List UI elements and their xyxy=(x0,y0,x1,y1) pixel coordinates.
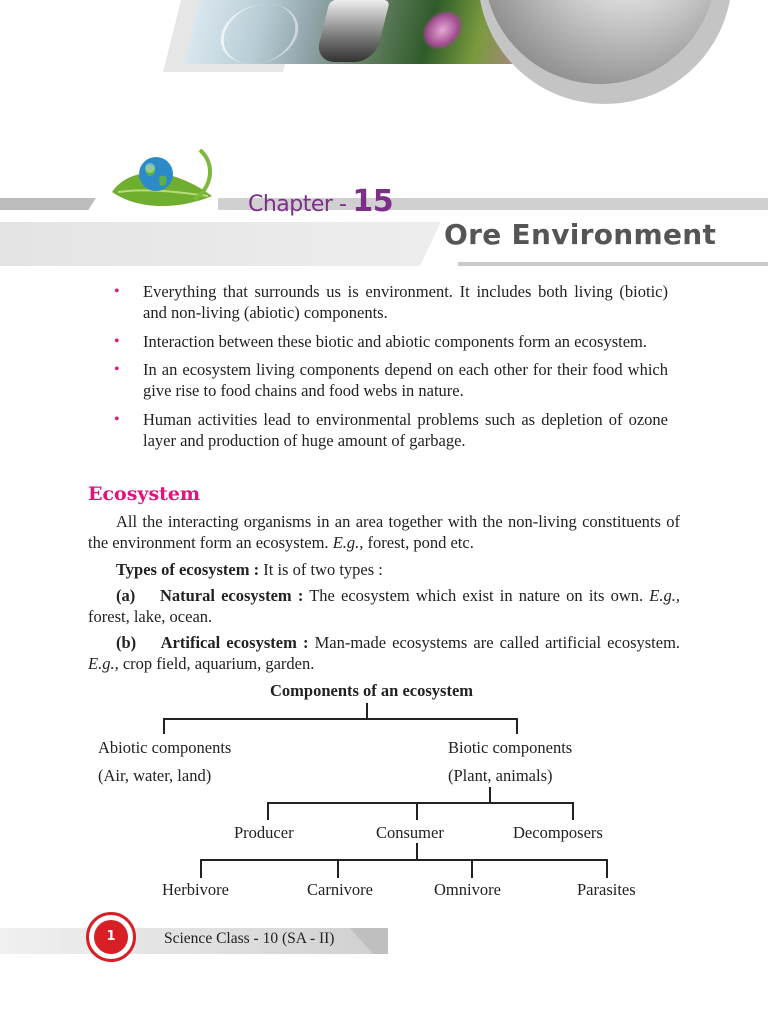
connector-line xyxy=(516,718,518,734)
list-item: • Interaction between these biotic and abiotic components form an ecosystem. xyxy=(114,331,647,351)
bullet-icon: • xyxy=(114,361,120,378)
connector-line xyxy=(489,787,491,802)
connector-line xyxy=(163,718,518,720)
abiotic-examples-label: (Air, water, land) xyxy=(98,766,212,785)
page-number: 1 xyxy=(94,920,128,954)
title-underline xyxy=(458,262,768,266)
connector-line xyxy=(163,718,165,734)
biotic-examples-label: (Plant, animals) xyxy=(448,766,553,785)
book-title: Science Class - 10 (SA - II) xyxy=(164,930,335,947)
diagram-title: Components of an ecosystem xyxy=(270,681,474,700)
biotic-components-label: Biotic components xyxy=(448,738,573,757)
abiotic-components-label: Abiotic components xyxy=(98,738,232,757)
connector-line xyxy=(416,843,418,859)
flower-image xyxy=(418,10,468,50)
list-item: • Human activities lead to environmental problems such as depletion of ozone layer and production of huge amount of garbage. xyxy=(114,409,668,450)
intro-bullet-list xyxy=(114,281,668,458)
consumer-label: Consumer xyxy=(376,823,444,842)
parasites-label: Parasites xyxy=(577,880,636,899)
decomposers-label: Decomposers xyxy=(513,823,603,842)
connector-line xyxy=(416,802,418,820)
connector-line xyxy=(267,802,269,820)
connector-line xyxy=(200,859,608,861)
chapter-title: Ore Environment xyxy=(444,218,717,251)
chapter-number: 15 xyxy=(352,184,394,219)
bullet-icon: • xyxy=(114,283,120,300)
herbivore-label: Herbivore xyxy=(162,880,229,899)
section-heading: Ecosystem xyxy=(88,483,201,505)
page-number-badge xyxy=(86,912,136,962)
bullet-icon: • xyxy=(114,332,120,350)
artificial-ecosystem: (b) Artifical ecosystem : Man-made ecosystems are called artificial ecosystem. E.g., crop field, aquarium, garden. xyxy=(88,633,681,673)
connector-line xyxy=(337,859,339,878)
connector-line xyxy=(366,703,368,719)
connector-line xyxy=(606,859,608,878)
connector-line xyxy=(267,802,574,804)
chapter-label: Chapter - 15 xyxy=(248,184,394,219)
microscope-image xyxy=(315,0,390,62)
bullet-icon: • xyxy=(114,410,120,428)
natural-ecosystem: (a) Natural ecosystem : The ecosystem which exist in nature on its own. E.g., forest, lake, ocean. xyxy=(88,586,681,626)
ecosystem-definition: All the interacting organisms in an area together with the non-living constituents of the environment form an ecosystem. E.g., forest, pond etc. xyxy=(88,512,680,552)
dna-helix-image xyxy=(214,4,305,64)
list-item: • In an ecosystem living components depend on each other for their food which give rise to food chains and food webs in nature. xyxy=(114,360,668,400)
producer-label: Producer xyxy=(234,823,294,842)
globe-leaf-icon xyxy=(108,148,218,210)
connector-line xyxy=(471,859,473,878)
list-item: • Everything that surrounds us is environment. It includes both living (biotic) and non-living (abiotic) components. xyxy=(114,282,668,322)
omnivore-label: Omnivore xyxy=(434,880,501,899)
connector-line xyxy=(200,859,202,878)
carnivore-label: Carnivore xyxy=(307,880,373,899)
types-of-ecosystem: Types of ecosystem : It is of two types : xyxy=(116,560,383,579)
connector-line xyxy=(572,802,574,820)
header-stripe-left xyxy=(0,198,96,210)
